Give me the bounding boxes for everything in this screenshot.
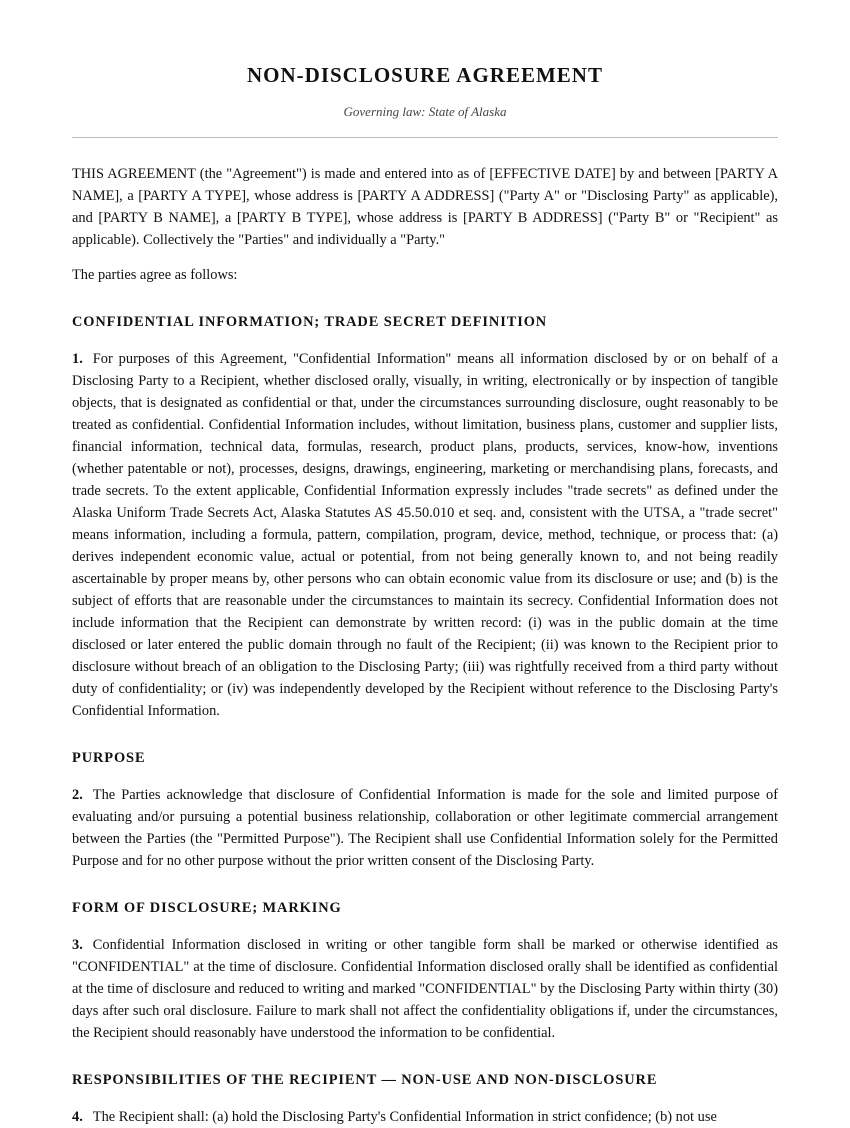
clause-text: For purposes of this Agreement, "Confidential Information" means all information disclosed by or on behalf of a Disclosing Party to a Recipient, whether disclosed orally, visually, in writing, electronically or by inspection of tangible objects, that is designated as confidential or that, under the circumstances surrounding disclosure, ought reasonably to be treated as confidential. Confidential Information includes, without limitation, business plans, customer and supplier lists, financial information, technical data, formulas, research, product plans, products, services, know-how, inventions (whether patentable or not), processes, designs, drawings, engineering, marketing or merchandising plans, forecasts, and trade secrets. To the extent applicable, Confidential Information expressly includes "trade secrets" as defined under the Alaska Uniform Trade Secrets Act, Alaska Statutes AS 45.50.010 et seq. and, consistent with the UTSA, a "trade secret" means information, including a formula, pattern, compilation, program, device, method, technique, or process that: (a) derives independent economic value, actual or potential, from not being generally known to, and not being readily ascertainable by proper means by, other persons who can obtain economic value from its disclosure or use; and (b) is the subject of efforts that are reasonable under the circumstances to maintain its secrecy. Confidential Information does not include information that the Recipient can demonstrate by written record: (i) was in the public domain at the time disclosed or later entered the public domain through no fault of the Recipient; (ii) was known to the Recipient prior to disclosure without breach of an obligation to the Disclosing Party; (iii) was rightfully received from a third party without duty of confidentiality; or (iv) was independently developed by the Recipient without reference to the Disclosing Party's Confidential Information. [72, 351, 778, 719]
section-heading-confidential-information: CONFIDENTIAL INFORMATION; TRADE SECRET DEFINITION [72, 314, 548, 330]
clause-2 [72, 784, 778, 872]
clause-1 [72, 348, 778, 722]
clause-number: 3. [72, 937, 83, 953]
document-title: NON-DISCLOSURE AGREEMENT [247, 63, 603, 87]
clause-text: The Recipient shall: (a) hold the Disclosing Party's Confidential Information in strict confidence; (b) not use [92, 1109, 717, 1125]
clause-3 [72, 934, 778, 1044]
section-heading-form-of-disclosure: FORM OF DISCLOSURE; MARKING [72, 900, 342, 916]
governing-law-subtitle: Governing law: State of Alaska [343, 104, 507, 119]
clause-number: 2. [72, 787, 83, 803]
clause-text: The Parties acknowledge that disclosure of Confidential Information is made for the sole and limited purpose of evaluating and/or pursuing a potential business relationship, collaboration or other legitimate commercial arrangement between the Parties (the "Permitted Purpose"). The Recipient shall use Confidential Information solely for the Permitted Purpose and for no other purpose without the prior written consent of the Disclosing Party. [72, 787, 778, 869]
section-heading-purpose: PURPOSE [72, 750, 146, 766]
clause-number: 4. [72, 1109, 83, 1125]
clause-number: 1. [72, 351, 83, 367]
intro-paragraph: THIS AGREEMENT (the "Agreement") is made and entered into as of [EFFECTIVE DATE] by and between [PARTY A NAME], a [PARTY A TYPE], whose address is [PARTY A ADDRESS] ("Party A" or "Disclosing Party" as applicable), and [PARTY B NAME], a [PARTY B TYPE], whose address is [PARTY B ADDRESS] ("Party B" or "Recipient" as applicable). Collectively the "Parties" and individually a "Party." [72, 166, 778, 248]
clause-text: Confidential Information disclosed in writing or other tangible form shall be marked or otherwise identified as "CONFIDENTIAL" at the time of disclosure. Confidential Information disclosed orally shall be identified as confidential at the time of disclosure and reduced to writing and marked "CONFIDENTIAL" by the Disclosing Party within thirty (30) days after such oral disclosure. Failure to mark shall not affect the confidentiality obligations if, under the circumstances, the Recipient should reasonably have understood the information to be confidential. [72, 937, 778, 1041]
title-divider [72, 137, 778, 138]
section-heading-recipient-responsibilities: RESPONSIBILITIES OF THE RECIPIENT — NON-USE AND NON-DISCLOSURE [72, 1072, 658, 1088]
clause-4 [72, 1106, 778, 1128]
agree-line: The parties agree as follows: [72, 267, 238, 283]
